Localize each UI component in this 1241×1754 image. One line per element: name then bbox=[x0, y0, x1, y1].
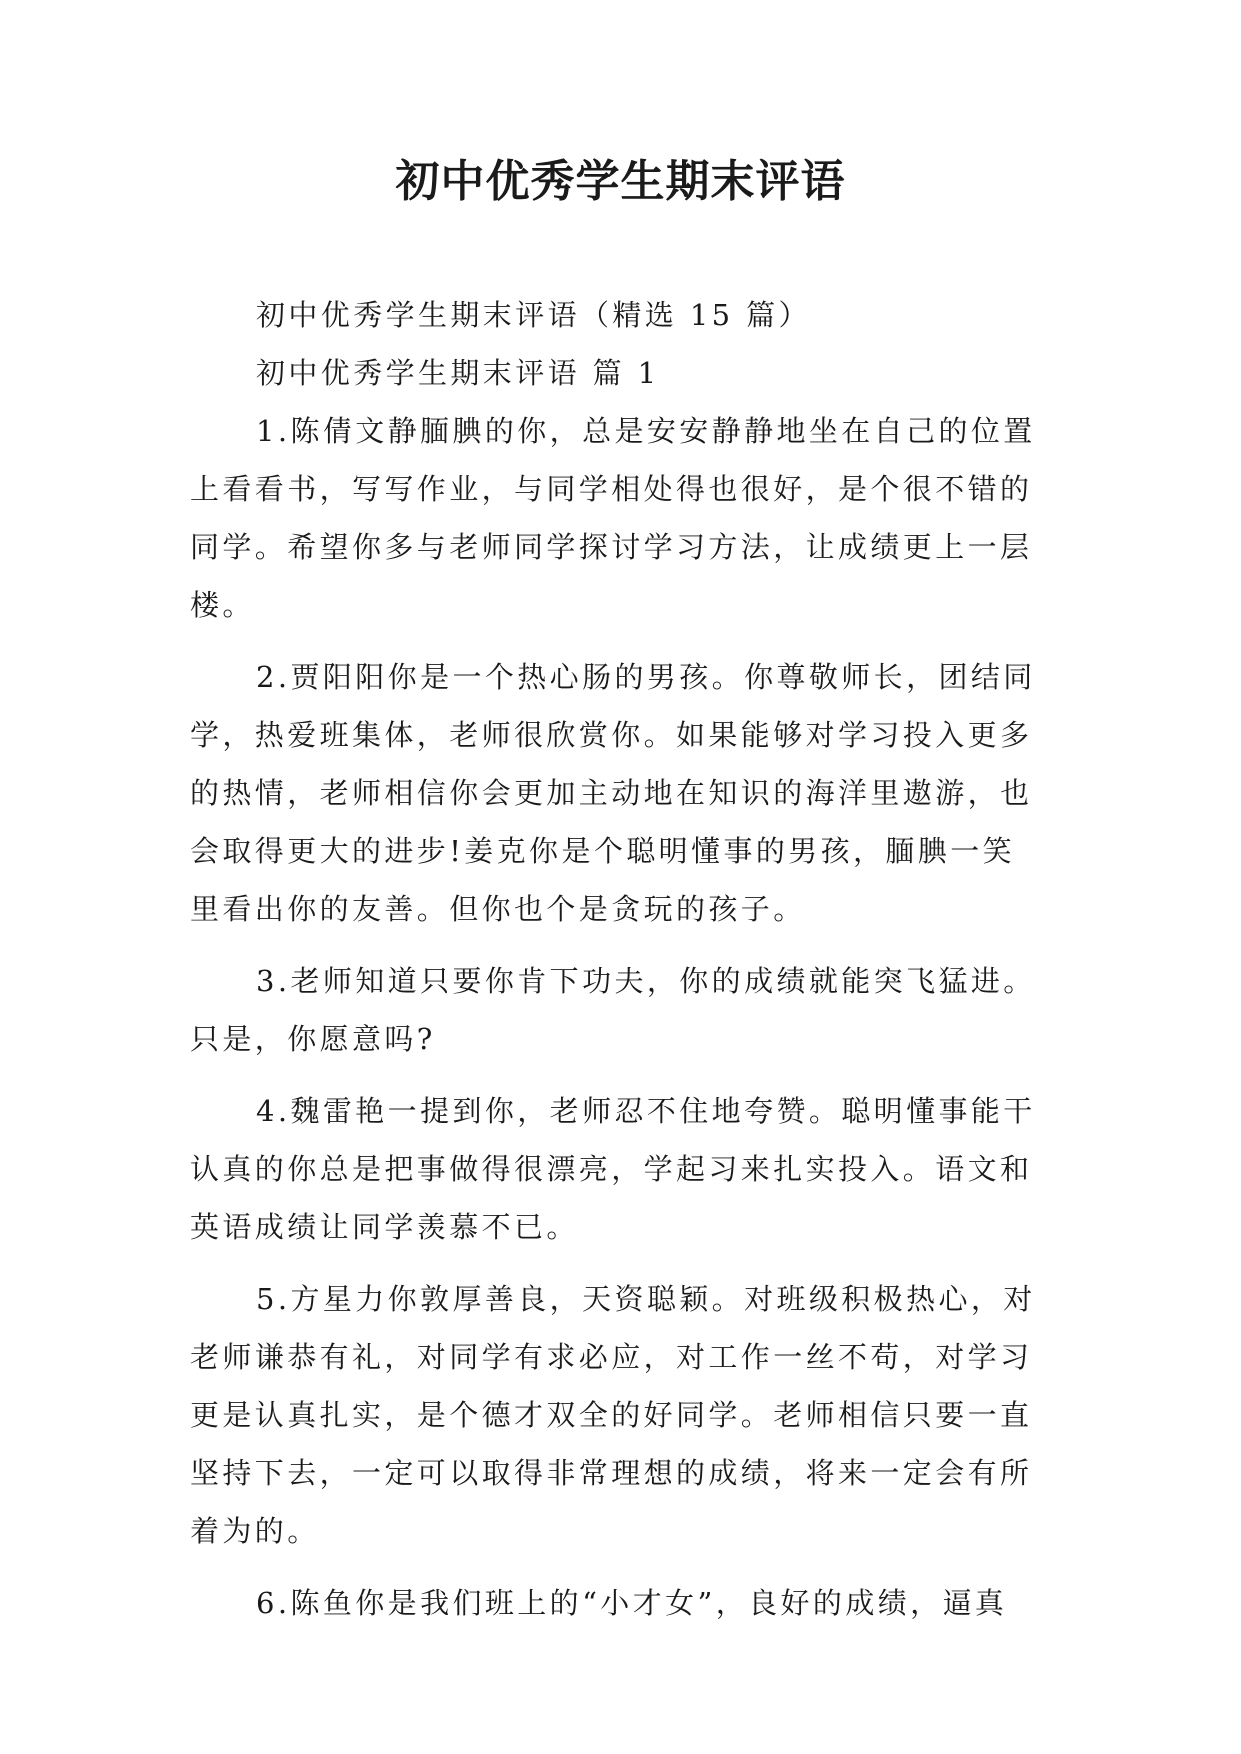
paragraph-1 bbox=[190, 402, 1052, 634]
document-subtitle: 初中优秀学生期末评语（精选 15 篇） bbox=[256, 298, 811, 332]
paragraph-6 bbox=[190, 1574, 1052, 1632]
paragraph-line: 同学。希望你多与老师同学探讨学习方法，让成绩更上一层 bbox=[190, 530, 1033, 564]
paragraph-line: 学，热爱班集体，老师很欣赏你。如果能够对学习投入更多 bbox=[190, 718, 1033, 752]
paragraph-3 bbox=[190, 952, 1052, 1068]
paragraph-line: 2.贾阳阳你是一个热心肠的男孩。你尊敬师长，团结同 bbox=[256, 660, 1036, 694]
paragraph-line: 楼。 bbox=[190, 588, 255, 622]
paragraph-4 bbox=[190, 1082, 1052, 1256]
paragraph-line: 只是，你愿意吗? bbox=[190, 1022, 436, 1056]
paragraph-line: 上看看书，写写作业，与同学相处得也很好，是个很不错的 bbox=[190, 472, 1033, 506]
paragraph-line: 5.方星力你敦厚善良，天资聪颖。对班级积极热心，对 bbox=[256, 1282, 1036, 1316]
section-heading: 初中优秀学生期末评语 篇 1 bbox=[256, 356, 660, 390]
document-title: 初中优秀学生期末评语 bbox=[395, 156, 846, 207]
document-body bbox=[190, 286, 1052, 1632]
paragraph-line: 老师谦恭有礼，对同学有求必应，对工作一丝不苟，对学习 bbox=[190, 1340, 1033, 1374]
paragraph-2 bbox=[190, 648, 1052, 938]
paragraph-line: 英语成绩让同学羡慕不已。 bbox=[190, 1210, 579, 1244]
paragraph-line: 着为的。 bbox=[190, 1514, 320, 1548]
paragraph-line: 4.魏雷艳一提到你，老师忍不住地夸赞。聪明懂事能干 bbox=[256, 1094, 1036, 1128]
paragraph-5 bbox=[190, 1270, 1052, 1560]
paragraph-line: 1.陈倩文静腼腆的你，总是安安静静地坐在自己的位置 bbox=[256, 414, 1036, 448]
paragraph-line: 6.陈鱼你是我们班上的“小才女”，良好的成绩，逼真 bbox=[256, 1586, 1008, 1620]
paragraph-line: 3.老师知道只要你肯下功夫，你的成绩就能突飞猛进。 bbox=[256, 964, 1036, 998]
paragraph-line: 里看出你的友善。但你也个是贪玩的孩子。 bbox=[190, 892, 806, 926]
paragraph-line: 认真的你总是把事做得很漂亮，学起习来扎实投入。语文和 bbox=[190, 1152, 1033, 1186]
paragraph-line: 的热情，老师相信你会更加主动地在知识的海洋里遨游，也 bbox=[190, 776, 1033, 810]
paragraph-line: 会取得更大的进步!姜克你是个聪明懂事的男孩，腼腆一笑 bbox=[190, 834, 1016, 868]
paragraph-line: 坚持下去，一定可以取得非常理想的成绩，将来一定会有所 bbox=[190, 1456, 1033, 1490]
paragraph-line: 更是认真扎实，是个德才双全的好同学。老师相信只要一直 bbox=[190, 1398, 1033, 1432]
